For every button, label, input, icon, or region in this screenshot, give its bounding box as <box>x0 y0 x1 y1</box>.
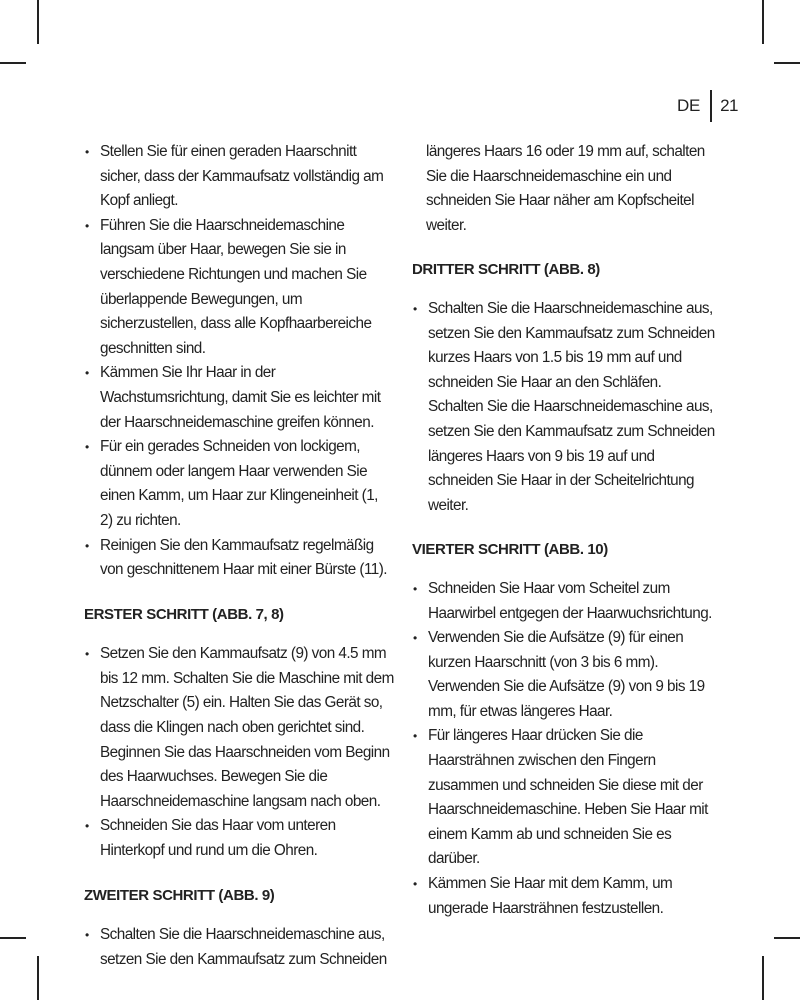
page-header <box>677 90 738 122</box>
continued-paragraph: längeres Haars 16 oder 19 mm auf, schalten Sie die Haarschneidemaschine ein und schneiden Sie Haar näher am Kopfscheitel weiter. <box>426 143 705 234</box>
list-item: • Kämmen Sie Haar mit dem Kamm, um ungerade Haarsträhnen festzustellen. <box>412 872 716 921</box>
crop-mark <box>774 937 800 939</box>
crop-mark <box>774 62 800 64</box>
list-item: • Für längeres Haar drücken Sie die Haarsträhnen zwischen den Fingern zusammen und schneiden Sie diese mit der Haarschneidemaschine. Heben Sie Haar mit einem Kamm ab und schneiden Sie es darüber. <box>412 724 716 872</box>
list-item: • Für ein gerades Schneiden von lockigem, dünnem oder langem Haar verwenden Sie einen Kamm, um Haar zur Klingeneinheit (1, 2) zu richten. <box>84 435 394 533</box>
section-heading-step2: ZWEITER SCHRITT (ABB. 9) <box>84 886 275 904</box>
list-item: • Stellen Sie für einen geraden Haarschnitt sicher, dass der Kammaufsatz vollständig am Kopf anliegt. <box>84 140 394 214</box>
right-column <box>412 140 716 921</box>
list-item: • Führen Sie die Haarschneidemaschine langsam über Haar, bewegen Sie sie in verschiedene Richtungen und machen Sie überlappende Bewegungen, um sicherzustellen, dass alle Kopfhaarbereiche geschnitten sind. <box>84 214 394 362</box>
crop-mark <box>762 956 764 1000</box>
crop-mark <box>762 0 764 44</box>
page-number: 21 <box>720 96 738 115</box>
list-item: • Schneiden Sie das Haar vom unteren Hinterkopf und rund um die Ohren. <box>84 814 394 863</box>
left-column <box>84 140 394 972</box>
list-item: • Schalten Sie die Haarschneidemaschine aus, setzen Sie den Kammaufsatz zum Schneiden kurzes Haars von 1.5 bis 19 mm auf und schneiden Sie Haar an den Schläfen. Schalten Sie die Haarschneidemaschine aus, setzen Sie den Kammaufsatz zum Schneiden längeres Haars von 9 bis 19 auf und schneiden Sie Haar in der Scheitelrichtung weiter. <box>412 297 716 518</box>
list-item: • Schalten Sie die Haarschneidemaschine aus, setzen Sie den Kammaufsatz zum Schneiden <box>84 923 394 972</box>
intro-bullet-list <box>84 140 394 583</box>
language-code: DE <box>677 96 701 115</box>
list-item: • Reinigen Sie den Kammaufsatz regelmäßig von geschnittenem Haar mit einer Bürste (11). <box>84 534 394 583</box>
section-heading-step1: ERSTER SCHRITT (ABB. 7, 8) <box>84 605 284 623</box>
list-item: • Schneiden Sie Haar vom Scheitel zum Haarwirbel entgegen der Haarwuchsrichtung. <box>412 577 716 626</box>
step4-bullet-list <box>412 577 716 921</box>
crop-mark <box>37 956 39 1000</box>
step3-bullet-list <box>412 297 716 518</box>
step1-bullet-list <box>84 642 394 863</box>
crop-mark <box>37 0 39 44</box>
section-heading-step4: VIERTER SCHRITT (ABB. 10) <box>412 541 608 559</box>
crop-mark <box>0 62 26 64</box>
list-item: • Setzen Sie den Kammaufsatz (9) von 4.5 mm bis 12 mm. Schalten Sie die Maschine mit dem Netzschalter (5) ein. Halten Sie das Gerät so, dass die Klingen nach oben gerichtet sind. Beginnen Sie das Haarschneiden vom Beginn des Haarwuchses. Bewegen Sie die Haarschneidemaschine langsam nach oben. <box>84 642 394 814</box>
list-item: • Kämmen Sie Ihr Haar in der Wachstumsrichtung, damit Sie es leichter mit der Haarschneidemaschine greifen können. <box>84 361 394 435</box>
step2-bullet-list <box>84 923 394 972</box>
section-heading-step3: DRITTER SCHRITT (ABB. 8) <box>412 261 600 279</box>
list-item: • Verwenden Sie die Aufsätze (9) für einen kurzen Haarschnitt (von 3 bis 6 mm). Verwenden Sie die Aufsätze (9) von 9 bis 19 mm, für etwas längeres Haar. <box>412 626 716 724</box>
crop-mark <box>0 937 26 939</box>
